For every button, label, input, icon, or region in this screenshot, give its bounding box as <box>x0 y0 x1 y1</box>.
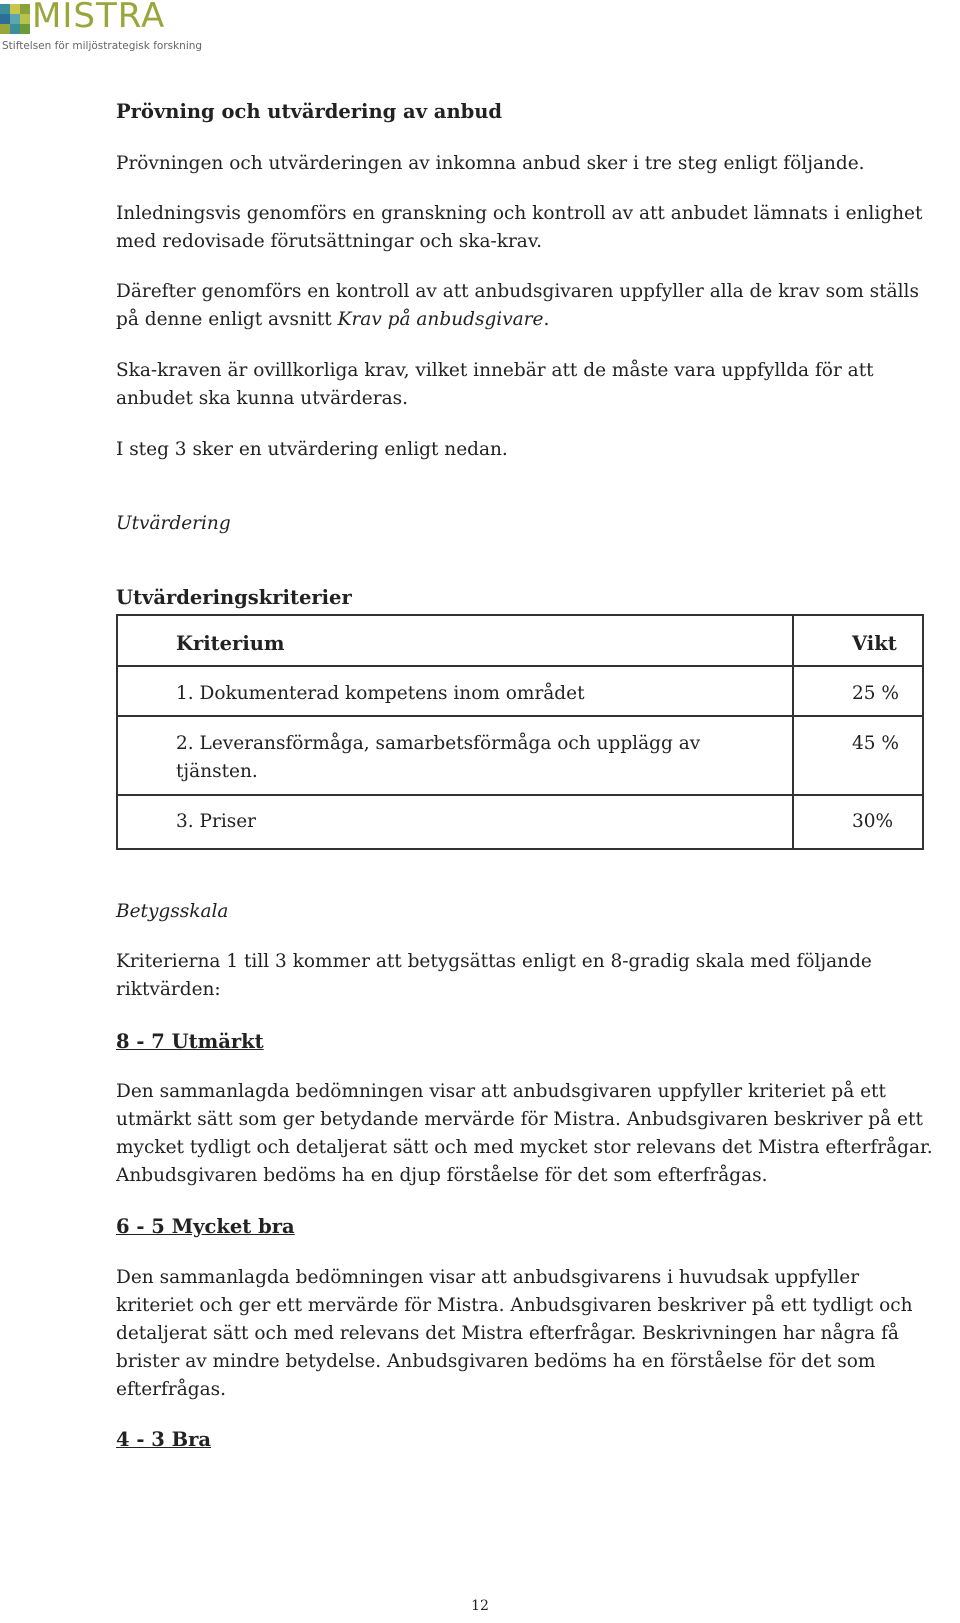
paragraph-3-line-2 <box>116 306 549 335</box>
table-cell-weight: 30% <box>852 811 894 832</box>
grade-description-line: Den sammanlagda bedömningen visar att anbudsgivarens i huvudsak uppfyller <box>116 1267 860 1288</box>
paragraph-4-line-1: Ska-kraven är ovillkorliga krav, vilket innebär att de måste vara uppfyllda för att <box>116 360 874 381</box>
table-cell-criterion-cont: tjänsten. <box>176 761 258 782</box>
section-reference: Krav på anbudsgivare <box>337 309 544 330</box>
table-border-right <box>922 614 924 850</box>
table-border-bottom <box>116 848 924 850</box>
table-border-left <box>116 614 118 850</box>
logo-mark-icon <box>0 4 30 34</box>
page-number: 12 <box>471 1598 489 1614</box>
paragraph-2-line-1: Inledningsvis genomförs en granskning och kontroll av att anbudet lämnats i enlighet <box>116 203 923 224</box>
grade-description-line: kriteriet och ger ett mervärde för Mistra. Anbudsgivaren beskriver på ett tydligt och <box>116 1295 913 1316</box>
scale-intro-line-2: riktvärden: <box>116 979 221 1000</box>
table-row-divider <box>116 715 924 717</box>
table-border-top <box>116 614 924 616</box>
section-title-betygsskala: Betygsskala <box>116 901 229 922</box>
criteria-table <box>116 614 924 850</box>
table-header-criterion: Kriterium <box>176 632 285 655</box>
table-cell-weight: 45 % <box>852 733 899 754</box>
paragraph-3-text: på denne enligt avsnitt <box>116 309 338 330</box>
section-title-utvardering: Utvärdering <box>116 513 231 534</box>
grade-description-line: Den sammanlagda bedömningen visar att anbudsgivaren uppfyller kriteriet på ett <box>116 1081 886 1102</box>
grade-description-line: mycket tydligt och detaljerat sätt och med mycket stor relevans det Mistra efterfrågar. <box>116 1137 933 1158</box>
paragraph-1: Prövningen och utvärderingen av inkomna anbud sker i tre steg enligt följande. <box>116 153 865 174</box>
criteria-heading: Utvärderingskriterier <box>116 586 352 609</box>
mistra-logo <box>0 0 203 60</box>
grade-description-line: Anbudsgivaren bedöms ha en djup förståelse för det som efterfrågas. <box>116 1165 768 1186</box>
table-row-divider <box>116 794 924 796</box>
logo-tagline: Stiftelsen för miljöstrategisk forskning <box>2 40 203 52</box>
grade-title: 6 - 5 Mycket bra <box>116 1215 295 1238</box>
paragraph-5: I steg 3 sker en utvärdering enligt nedan. <box>116 439 508 460</box>
paragraph-3-period: . <box>543 309 550 330</box>
scale-intro-line-1: Kriterierna 1 till 3 kommer att betygsättas enligt en 8-gradig skala med följande <box>116 951 872 972</box>
grade-description-line: efterfrågas. <box>116 1379 226 1400</box>
grade-description-line: brister av mindre betydelse. Anbudsgivaren bedöms ha en förståelse för det som <box>116 1351 876 1372</box>
grade-title: 4 - 3 Bra <box>116 1428 211 1451</box>
logo-wordmark: MISTRA <box>32 0 166 36</box>
table-header-weight: Vikt <box>852 632 897 655</box>
grade-description-line: detaljerat sätt och med relevans det Mistra efterfrågar. Beskrivningen har några få <box>116 1323 899 1344</box>
paragraph-2-line-2: med redovisade förutsättningar och ska-krav. <box>116 231 542 252</box>
table-cell-criterion: 3. Priser <box>176 811 257 832</box>
table-row-divider <box>116 665 924 667</box>
page-heading: Prövning och utvärdering av anbud <box>116 100 503 123</box>
table-cell-weight: 25 % <box>852 683 899 704</box>
table-cell-criterion: 2. Leveransförmåga, samarbetsförmåga och upplägg av <box>176 733 701 754</box>
paragraph-3-line-1: Därefter genomförs en kontroll av att anbudsgivaren uppfyller alla de krav som ställs <box>116 281 919 302</box>
paragraph-4-line-2: anbudet ska kunna utvärderas. <box>116 388 408 409</box>
grade-title: 8 - 7 Utmärkt <box>116 1030 264 1053</box>
table-cell-criterion: 1. Dokumenterad kompetens inom området <box>176 683 585 704</box>
grade-description-line: utmärkt sätt som ger betydande mervärde för Mistra. Anbudsgivaren beskriver på ett <box>116 1109 923 1130</box>
table-column-divider <box>792 614 794 850</box>
